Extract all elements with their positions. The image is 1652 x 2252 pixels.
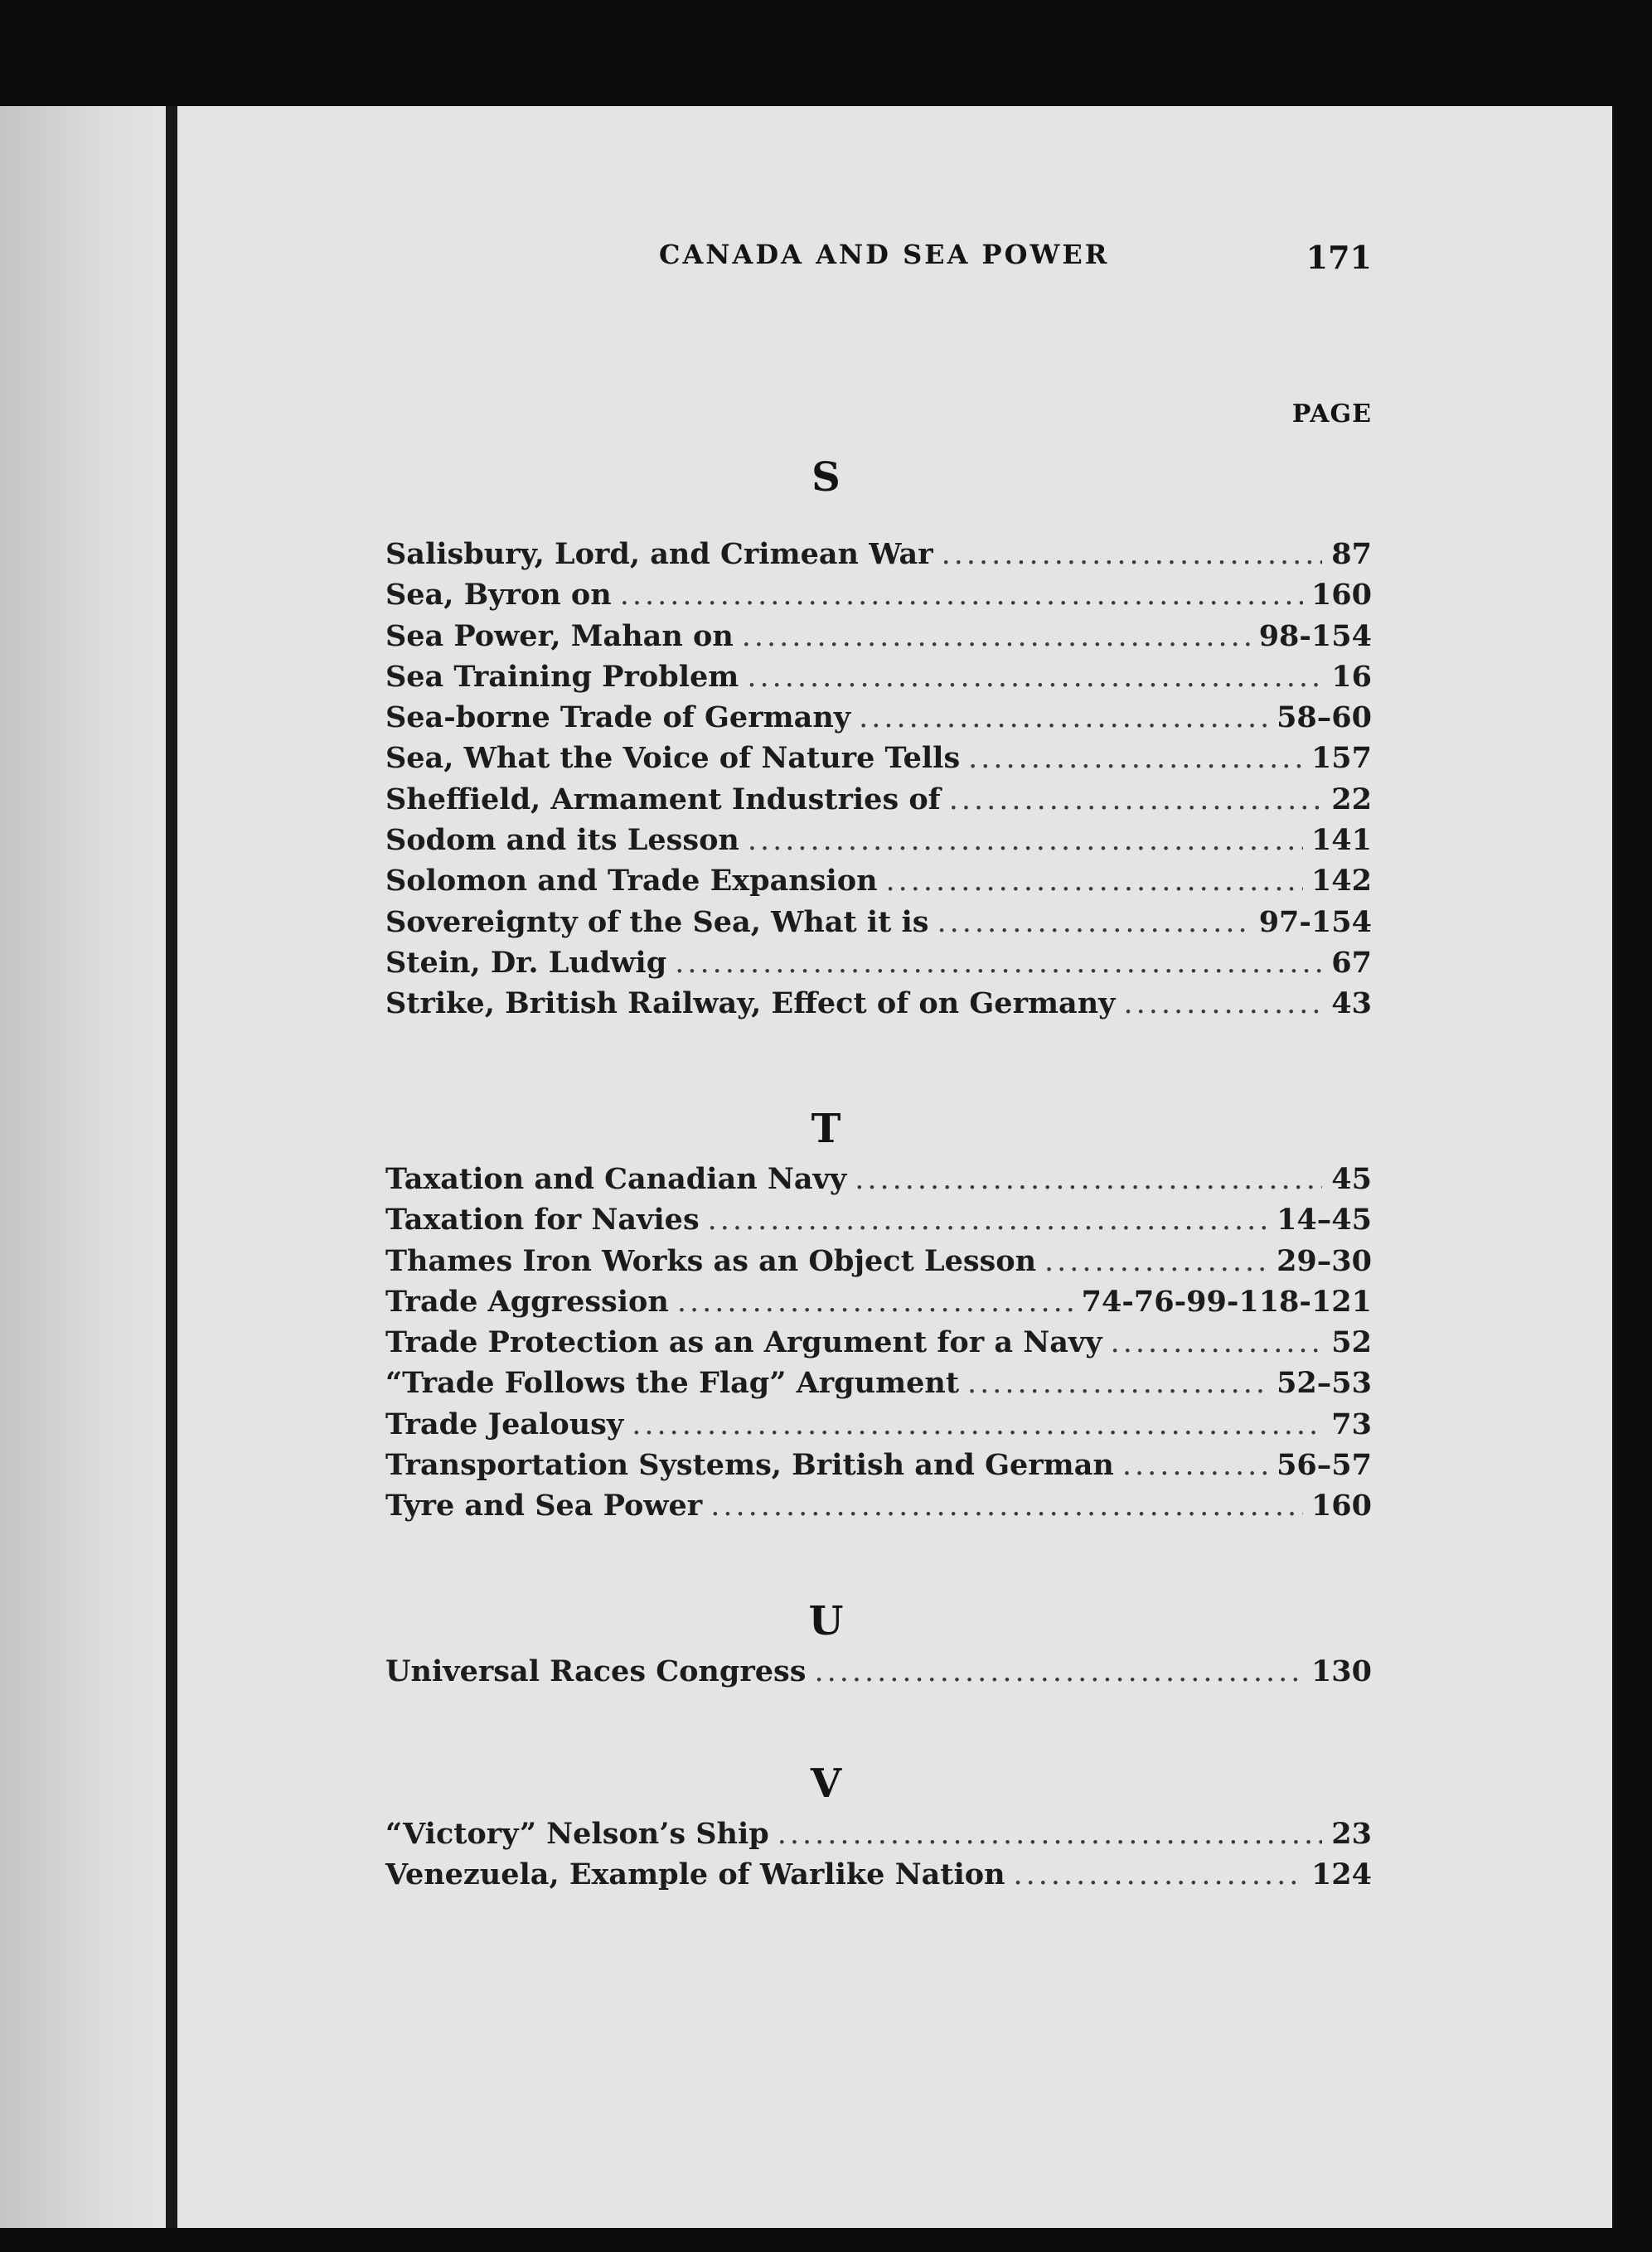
entry-text: Sovereignty of the Sea, What it is (385, 904, 929, 939)
index-entry (385, 823, 1372, 864)
index-entry (385, 660, 1372, 700)
entry-text: Venezuela, Example of Warlike Nation (385, 1857, 1005, 1892)
entry-page: 124 (1310, 1857, 1372, 1892)
index-list-v (385, 1817, 1372, 1899)
leader-dots (675, 947, 1322, 980)
leader-dots (1044, 1245, 1268, 1278)
entry-text: Taxation for Navies (385, 1203, 700, 1237)
index-list-s (385, 537, 1372, 1028)
entry-page: 43 (1331, 986, 1372, 1021)
leader-dots (967, 1367, 1268, 1400)
index-entry (385, 1448, 1372, 1489)
entry-text: Sheffield, Armament Industries of (385, 782, 941, 816)
entry-text: Trade Aggression (385, 1284, 669, 1319)
leader-dots (748, 824, 1303, 857)
section-letter-v: V (810, 1760, 842, 1807)
leader-dots (942, 538, 1322, 571)
entry-page: 22 (1331, 782, 1372, 816)
entry-page: 16 (1331, 659, 1372, 694)
index-entry (385, 782, 1372, 823)
index-entry (385, 1244, 1372, 1285)
index-entry (385, 864, 1372, 904)
leader-dots (1014, 1858, 1303, 1891)
leader-dots (620, 579, 1303, 612)
entry-text: Taxation and Canadian Navy (385, 1162, 847, 1196)
leader-dots (859, 701, 1268, 734)
index-list-u (385, 1654, 1372, 1695)
entry-page: 45 (1331, 1162, 1372, 1196)
entry-text: Thames Iron Works as an Object Lesson (385, 1243, 1037, 1278)
entry-text: “Trade Follows the Flag” Argument (385, 1366, 960, 1401)
entry-page: 29–30 (1277, 1243, 1372, 1278)
index-entry (385, 700, 1372, 741)
entry-page: 74-76-99-118-121 (1081, 1284, 1372, 1319)
index-entry (385, 946, 1372, 986)
index-entry (385, 905, 1372, 946)
index-entry (385, 986, 1372, 1027)
entry-page: 58–60 (1277, 700, 1372, 735)
entry-page: 157 (1310, 741, 1372, 776)
running-head (659, 239, 1372, 288)
section-letter-t: T (811, 1106, 841, 1152)
index-entry (385, 1162, 1372, 1203)
entry-page: 97-154 (1258, 904, 1372, 939)
entry-text: Strike, British Railway, Effect of on Germany (385, 986, 1116, 1021)
index-entry (385, 537, 1372, 578)
index-entry (385, 578, 1372, 618)
index-entry (385, 1325, 1372, 1366)
leader-dots (814, 1655, 1302, 1688)
entry-text: Tyre and Sea Power (385, 1489, 703, 1523)
entry-text: Sea, Byron on (385, 578, 612, 613)
leader-dots (949, 783, 1322, 816)
entry-page: 52 (1331, 1325, 1372, 1360)
leader-dots (937, 906, 1251, 939)
book-binding-edge (166, 106, 177, 2228)
page-column-label: PAGE (1291, 400, 1372, 429)
entry-page: 87 (1331, 537, 1372, 571)
leader-dots (677, 1286, 1073, 1319)
leader-dots (747, 661, 1322, 694)
index-entry (385, 1489, 1372, 1529)
entry-text: Stein, Dr. Ludwig (385, 945, 667, 980)
entry-page: 160 (1310, 578, 1372, 613)
entry-text: Sea-borne Trade of Germany (385, 700, 851, 735)
leader-dots (1111, 1326, 1322, 1359)
leader-dots (855, 1163, 1322, 1196)
entry-page: 52–53 (1277, 1366, 1372, 1401)
entry-text: Sea Training Problem (385, 659, 739, 694)
leader-dots (886, 864, 1303, 898)
entry-page: 98-154 (1258, 618, 1372, 653)
entry-page: 67 (1331, 945, 1372, 980)
entry-page: 56–57 (1277, 1448, 1372, 1483)
leader-dots (1122, 1449, 1268, 1482)
entry-page: 14–45 (1277, 1203, 1372, 1237)
section-letter-u: U (808, 1598, 844, 1644)
running-title: CANADA AND SEA POWER (659, 239, 1110, 270)
entry-text: “Victory” Nelson’s Ship (385, 1817, 769, 1851)
index-entry (385, 1407, 1372, 1448)
entry-text: Trade Jealousy (385, 1407, 624, 1441)
page-number: 171 (1306, 239, 1372, 276)
leader-dots (708, 1203, 1268, 1237)
entry-page: 141 (1310, 823, 1372, 858)
entry-text: Salisbury, Lord, and Crimean War (385, 537, 933, 571)
entry-text: Sea Power, Mahan on (385, 618, 734, 653)
index-entry (385, 1203, 1372, 1243)
index-entry (385, 1366, 1372, 1407)
index-entry (385, 1817, 1372, 1857)
index-list-t (385, 1162, 1372, 1530)
section-letter-s: S (811, 454, 841, 501)
entry-page: 130 (1310, 1654, 1372, 1688)
entry-text: Sodom and its Lesson (385, 823, 739, 858)
index-entry (385, 741, 1372, 782)
entry-text: Trade Protection as an Argument for a Navy (385, 1325, 1102, 1360)
index-entry (385, 619, 1372, 660)
index-entry (385, 1857, 1372, 1898)
page-edge-shadow (0, 106, 166, 2228)
entry-text: Solomon and Trade Expansion (385, 864, 878, 898)
entry-page: 23 (1331, 1817, 1372, 1851)
index-entry (385, 1654, 1372, 1695)
entry-page: 73 (1331, 1407, 1372, 1441)
entry-text: Transportation Systems, British and German (385, 1448, 1114, 1483)
leader-dots (968, 742, 1303, 775)
entry-page: 160 (1310, 1489, 1372, 1523)
leader-dots (710, 1489, 1303, 1523)
leader-dots (778, 1818, 1322, 1851)
leader-dots (742, 620, 1251, 653)
leader-dots (1124, 987, 1322, 1020)
entry-text: Sea, What the Voice of Nature Tells (385, 741, 961, 776)
index-entry (385, 1285, 1372, 1325)
entry-text: Universal Races Congress (385, 1654, 807, 1688)
leader-dots (632, 1408, 1322, 1441)
entry-page: 142 (1310, 864, 1372, 898)
